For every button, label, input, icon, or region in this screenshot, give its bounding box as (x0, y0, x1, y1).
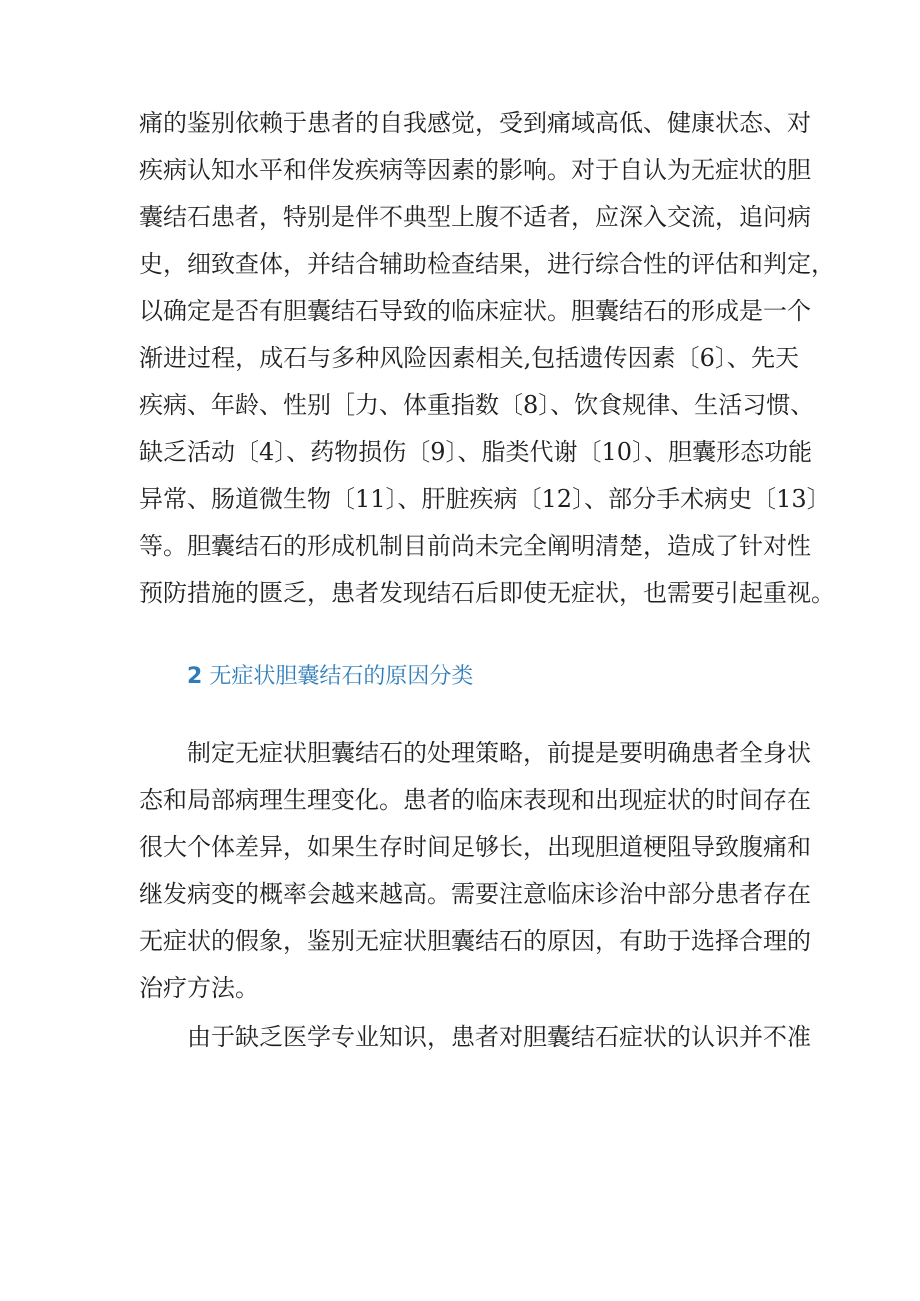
paragraph-1-line: 疾病、年龄、性别［力、体重指数〔8〕、饮食规律、生活习惯、 (139, 391, 815, 419)
paragraph-2 (139, 730, 811, 1012)
section-number: 2 (187, 664, 203, 689)
paragraph-1-line: 异常、肠道微生物〔11〕、肝脏疾病〔12〕、部分手术病史〔13〕 (139, 485, 831, 513)
paragraph-2-line: 很大个体差异，如果生存时间足够长，出现胆道梗阻导致腹痛和 (139, 833, 811, 861)
paragraph-1-line: 囊结石患者，特别是伴不典型上腹不适者，应深入交流，追问病 (139, 203, 811, 231)
paragraph-2-line: 制定无症状胆囊结石的处理策略，前提是要明确患者全身状 (187, 739, 811, 767)
section-heading (187, 655, 473, 699)
paragraph-3-line: 由于缺乏医学专业知识，患者对胆囊结石症状的认识并不准 (187, 1023, 811, 1051)
paragraph-2-line: 治疗方法。 (139, 974, 259, 1002)
paragraph-1-line: 以确定是否有胆囊结石导致的临床症状。胆囊结石的形成是一个 (139, 297, 811, 325)
paragraph-1-line: 疾病认知水平和伴发疾病等因素的影响。对于自认为无症状的胆 (139, 156, 811, 184)
paragraph-1-line: 史，细致查体，并结合辅助检查结果，进行综合性的评估和判定， (139, 250, 835, 278)
section-title: 无症状胆囊结石的原因分类 (209, 664, 474, 689)
paragraph-1-line: 渐进过程，成石与多种风险因素相关,包括遗传因素〔6〕、先天 (139, 344, 799, 372)
paragraph-1-line: 缺乏活动〔4〕、药物损伤〔9〕、脂类代谢〔10〕、胆囊形态功能 (139, 438, 813, 466)
paragraph-3 (139, 1014, 811, 1061)
paragraph-2-line: 无症状的假象，鉴别无症状胆囊结石的原因，有助于选择合理的 (139, 927, 811, 955)
paragraph-2-line: 继发病变的概率会越来越高。需要注意临床诊治中部分患者存在 (139, 880, 811, 908)
paragraph-2-line: 态和局部病理生理变化。患者的临床表现和出现症状的时间存在 (139, 786, 811, 814)
paragraph-1 (139, 100, 835, 617)
paragraph-1-line: 痛的鉴别依赖于患者的自我感觉，受到痛域高低、健康状态、对 (139, 109, 811, 137)
paragraph-1-line: 预防措施的匮乏，患者发现结石后即使无症状，也需要引起重视。 (139, 579, 835, 607)
paragraph-1-line: 等。胆囊结石的形成机制目前尚未完全阐明清楚，造成了针对性 (139, 532, 811, 560)
